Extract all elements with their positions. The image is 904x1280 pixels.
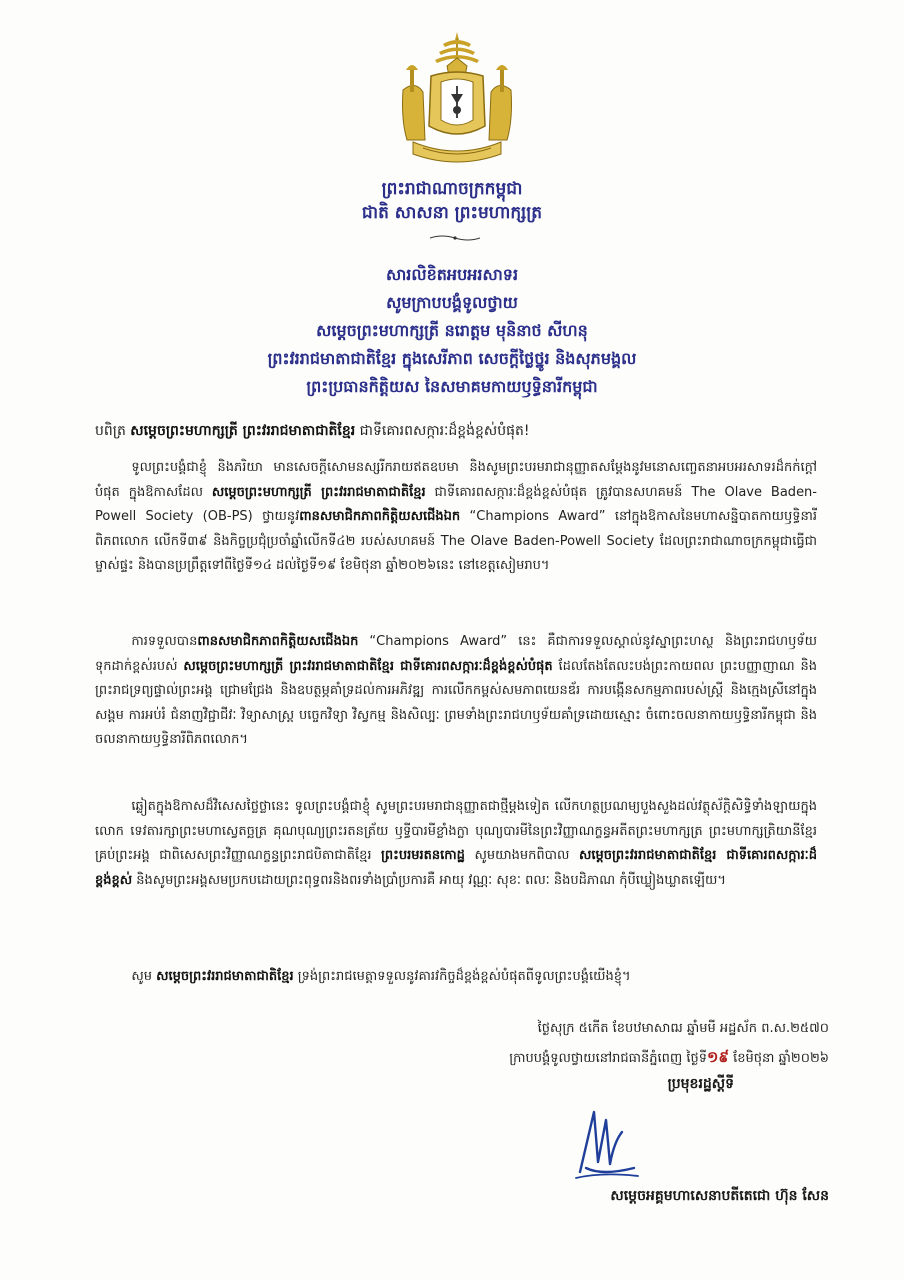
signer-office: ប្រមុខរដ្ឋស្តីទី — [667, 1076, 734, 1092]
recipient-name: សម្តេចព្រះមហាក្សត្រី នរោត្តម មុនិនាថ សីហនុ — [316, 321, 588, 340]
paragraph-2 — [95, 630, 817, 753]
ornamental-divider — [430, 234, 480, 242]
p4-text-a: សូម — [131, 969, 157, 984]
p1-bold-name: សម្តេចព្រះមហាក្សត្រី ព្រះវររាជមាតាជាតិខ្មែរ — [211, 484, 426, 500]
p3-text-e: និងសូមព្រះអង្គសមប្រកបដោយព្រះពុទ្ធពរនិងពរទាំងប្រាំប្រការគឺ អាយុ វណ្ណៈ សុខៈ ពលៈ និងបដិភាណ កុំបីឃ្លៀងឃ្លាតឡើយ។ — [132, 872, 726, 888]
handwritten-signature — [572, 1102, 642, 1182]
p3-bold-king-father: ព្រះបរមរតនកោដ្ឋ — [381, 848, 465, 863]
p1-text-e: “Champions Award” នៅក្នុងឱកាសនៃមហាសន្និបាតកាយឫទ្ធិនារីពិភពលោក លើកទី៣៩ និងកិច្ចប្រជុំប្រចាំឆ្នាំលើកទី៤២ របស់សហគមន៍ The Olave Baden-Powell Society ដែលព្រះរាជាណាចក្រកម្ពុជាធ្វើជាម្ចាស់ផ្ទះ និងបានប្រព្រឹត្តទៅពីថ្ងៃទី១៤ ដល់ថ្ងៃទី១៩ ខែមិថុនា ឆ្នាំ២០២៦នេះ នៅខេត្តសៀមរាប។ — [95, 509, 817, 573]
national-motto: ជាតិ សាសនា ព្រះមហាក្សត្រ — [361, 203, 543, 223]
kingdom-heading: ព្រះរាជាណាចក្រកម្ពុជា — [381, 179, 523, 199]
letter-title: សារលិខិតអបអរសាទរ — [385, 265, 519, 284]
p4-text-c: ទ្រង់ព្រះរាជមេត្តាទទួលនូវគារវកិច្ចដ៏ខ្ពង់ខ្ពស់បំផុតពីទូលព្រះបង្គំយើងខ្ញុំ។ — [293, 969, 631, 984]
p1-text-a: ទូលព្រះបង្គំជាខ្ញុំ និងភរិយា មានសេចក្តីសោមនស្សរីករាយឥតឧបមា និងសូមព្រះបរមរាជានុញ្ញាតសម្តែងនូវមនោសញ្ចេតនាអបអរសាទរដ៏កក់ក្តៅបំផុត ក្នុងឱកាសដែល — [95, 460, 817, 500]
paragraph-1 — [95, 456, 817, 579]
place-and-date — [509, 1046, 829, 1070]
p2-text-e: ដែលតែងតែលះបង់ព្រះកាយពល ព្រះបញ្ញាញាណ និងព្រះរាជទ្រព្យផ្ទាល់ព្រះអង្គ ជ្រោមជ្រែង និងឧបត្ថម្ភគាំទ្រដល់ការអភិវឌ្ឍ ការលើកកម្ពស់សមភាពយេនឌ័រ ការបង្កើនសកម្មភាពរបស់ស្ត្រី និងក្មេងស្រីនៅក្នុងសង្គម ការអប់រំ ជំនាញវិជ្ជាជីវៈ វិទ្យាសាស្ត្រ បច្ចេកវិទ្យា វិស្វកម្ម និងសិល្បៈ ព្រមទាំងព្រះរាជហឫទ័យគាំទ្រដោយស្មោះ ចំពោះចលនាកាយឫទ្ធិនារីកម្ពុជា និងចលនាកាយឫទ្ធិនារីពិភពលោក។ — [95, 658, 818, 747]
p1-bold-award: ពានសមាជិកភាពកិត្តិយសជើងឯក — [299, 509, 461, 524]
royal-arms-emblem — [393, 30, 521, 170]
salutation-name: សម្តេចព្រះមហាក្សត្រី ព្រះវររាជមាតាជាតិខ្មែរ — [130, 423, 356, 439]
p4-bold-name: សម្តេចព្រះវររាជមាតាជាតិខ្មែរ — [156, 969, 294, 984]
p3-text-a: ឆ្លៀតក្នុងឱកាសដ៏វិសេសថ្លៃថ្លានេះ ទូលព្រះបង្គំជាខ្ញុំ សូមព្រះបរមរាជានុញ្ញាតជាថ្មីម្តងទៀត លើកហត្ថប្រណម្យបួងសួងដល់វត្ថុស័ក្តិសិទ្ធិទាំងឡាយក្នុងលោក ទេវតារក្សាព្រះមហាស្វេតច្ឆត្រ គុណបុណ្យព្រះរតនត្រ័យ ឫទ្ធីបារមីខ្លាំងក្លា បុណ្យបារមីនៃព្រះវិញ្ញាណក្ខន្ធអតីតព្រះមហាក្សត្រ ព្រះមហាក្សត្រិយានីខ្មែរគ្រប់ព្រះអង្គ ជាពិសេសព្រះវិញ្ញាណក្ខន្ធព្រះរាជបិតាជាតិខ្មែរ — [95, 799, 817, 863]
lunar-date: ថ្ងៃសុក្រ ៥កើត ខែបឋមាសាឍ ឆ្នាំមមី អដ្ឋស័ក ព.ស.២៥៧០ — [537, 1021, 829, 1036]
p2-bold-name: សម្តេចព្រះមហាក្សត្រី ព្រះវររាជមាតាជាតិខ្មែរ ជាទីគោរពសក្ការៈដ៏ខ្ពង់ខ្ពស់បំផុត — [183, 658, 553, 674]
recipient-title: ព្រះវររាជមាតាជាតិខ្មែរ ក្នុងសេរីភាព សេចក្តីថ្លៃថ្នូរ និងសុភមង្គល — [267, 349, 637, 368]
signer-name: សម្តេចអគ្គមហាសេនាបតីតេជោ ហ៊ុន សែន — [610, 1188, 829, 1204]
p3-text-c: សូមយាងមកពិបាល — [464, 848, 579, 863]
p2-text-a: ការទទួលបាន — [131, 634, 198, 649]
salutation — [95, 420, 855, 442]
recipient-honorary-role: ព្រះប្រធានកិត្តិយស នៃសមាគមកាយឫទ្ធិនារីកម្ពុជា — [306, 377, 598, 396]
place-date-suffix: ខែមិថុនា ឆ្នាំ២០២៦ — [729, 1051, 829, 1066]
p1-text-c: ជាទីគោរពសក្ការៈដ៏ខ្ពង់ខ្ពស់បំផុត ត្រូវបានសហគមន៍ The Olave Baden-Powell Society (OB-PS) ថ្វាយនូវ — [95, 484, 817, 524]
paragraph-3 — [95, 795, 817, 893]
p2-text-c: “Champions Award” នេះ គឺជាការទទួលស្គាល់នូវស្នាព្រះហស្ថ និងព្រះរាជហឫទ័យទុកដាក់ខ្ពស់របស់ — [95, 634, 817, 674]
paragraph-4 — [95, 965, 817, 990]
salutation-prefix: បពិត្រ — [95, 423, 131, 439]
salutation-suffix: ជាទីគោរពសក្ការៈដ៏ខ្ពង់ខ្ពស់បំផុត! — [355, 423, 530, 439]
place-date-prefix: ក្រាបបង្គំទូលថ្វាយនៅរាជធានីភ្នំពេញ ថ្ងៃទី — [509, 1051, 708, 1066]
letter-addressing: សូមក្រាបបង្គំទូលថ្វាយ — [386, 293, 518, 312]
place-date-day: ១៩ — [707, 1048, 729, 1066]
p3-bold-name: សម្តេចព្រះវររាជមាតាជាតិខ្មែរ ជាទីគោរពសក្ការៈដ៏ខ្ពង់ខ្ពស់ — [95, 848, 817, 888]
p2-bold-award: ពានសមាជិកភាពកិត្តិយសជើងឯក — [197, 634, 359, 649]
